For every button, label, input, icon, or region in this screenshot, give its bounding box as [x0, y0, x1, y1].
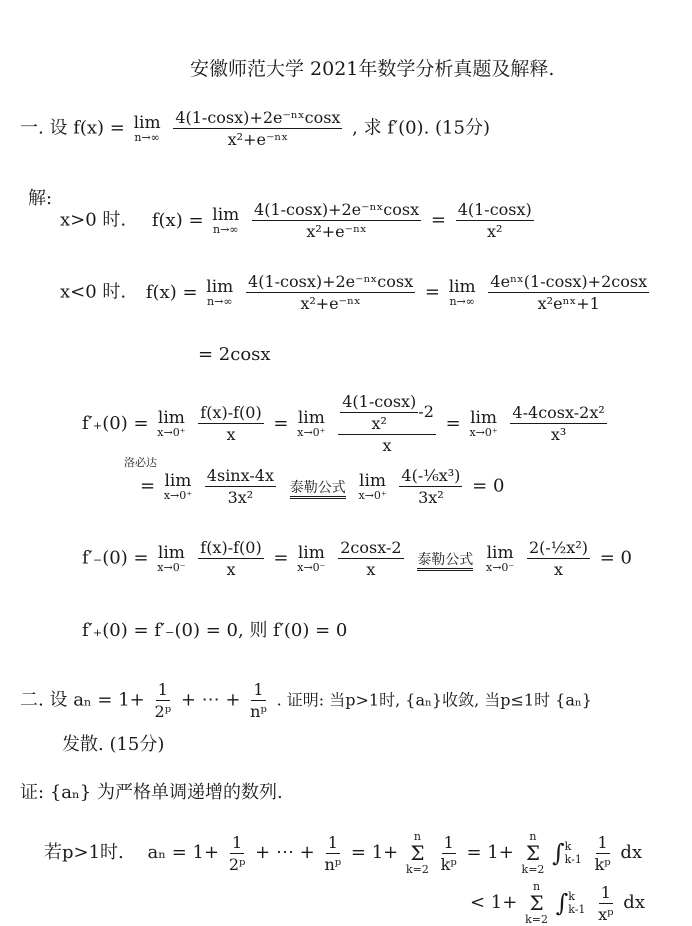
right-derivative-cont: = lim x→0⁺ $\frac{4\sin x-4x}{\text{3x²}}$ 泰勒公式 lim x→0⁺ $\frac{\text{4(-⅙x³)}}{\text{3x²}}$ = 0	[140, 466, 505, 508]
taylor-tag: 泰勒公式	[290, 480, 346, 499]
left-derivative: f′₋(0) = lim x→0⁻ $\frac{f(x)-f(0)}{x}$ = lim x→0⁻ $\frac{2\cos x-2}{x}$ 泰勒公式 lim x→0⁻ $\frac{\text{2(-½x²)}}{x}$ = 0	[82, 538, 632, 580]
question-2: 二. 设 aₙ = 1+ $\frac{1}{\text{2ᵖ}}$ + ⋯ + $\frac{1}{\text{nᵖ}}$ . 证明: 当p>1时, {aₙ}收敛, 当p≤1时 {aₙ}	[20, 680, 592, 722]
case-negative: x<0 时. f(x) = lim n→∞ $\frac{\text{4(1-cosx)+2e⁻ⁿˣcosx}}{\text{x²+e⁻ⁿˣ}}$ = lim n→∞ $\frac{\text{4eⁿˣ(1-cosx)+2cosx}}{\text{x²eⁿˣ+1}}$	[60, 272, 648, 314]
question-2-cont: 发散. (15分)	[62, 734, 165, 755]
taylor-tag-2: 泰勒公式	[417, 552, 473, 571]
q1-limit: lim n→∞	[133, 112, 161, 145]
q1-fraction: $\frac{\text{4(1-cosx)+2e⁻ⁿˣcosx}}{\text{x²+e⁻ⁿˣ}}$	[175, 108, 341, 150]
q1-label: 一.	[20, 117, 44, 139]
question-1	[20, 108, 490, 149]
case-negative-result: = 2cosx	[198, 344, 271, 365]
right-derivative: f′₊(0) = lim x→0⁺ $\frac{f(x)-f(0)}{x}$ = lim x→0⁺ $\frac{4(1-\cos x)}{\text{x²}}$ -2 x = lim x→0⁺ $\frac{\text{4-4cosx-2x²}}{\text{x³}}$	[82, 392, 605, 456]
q1-conclusion: f′₊(0) = f′₋(0) = 0, 则 f′(0) = 0	[82, 620, 348, 641]
proof-line: 证: {aₙ} 为严格单调递增的数列.	[20, 782, 283, 803]
q1-intro: 设 f(x) =	[49, 117, 125, 139]
page-title: 安徽师范大学 2021年数学分析真题及解释.	[190, 58, 555, 80]
lhopital-note: 洛必达	[124, 456, 157, 469]
solution-label: 解:	[28, 188, 53, 209]
q1-ask: , 求 f′(0). (15分)	[352, 117, 490, 139]
proof-inequality: < 1+ n Σ k=2 ∫ k k-1 $\frac{1}{\text{xᵖ}}$ dx	[470, 880, 645, 926]
proof-case-p: 若p>1时. aₙ = 1+ $\frac{1}{\text{2ᵖ}}$ + ⋯ + $\frac{1}{\text{nᵖ}}$ = 1+ n Σ k=2 $\frac{1}{\text{kᵖ}}$ = 1+ n Σ k=2 ∫ k k-1 $\frac{1}{\text{kᵖ}}$ dx	[44, 830, 643, 877]
case-positive: x>0 时. f(x) = lim n→∞ $\frac{\text{4(1-cosx)+2e⁻ⁿˣcosx}}{\text{x²+e⁻ⁿˣ}}$ = $\frac{4(1-\cos x)}{\text{x²}}$	[60, 200, 532, 242]
